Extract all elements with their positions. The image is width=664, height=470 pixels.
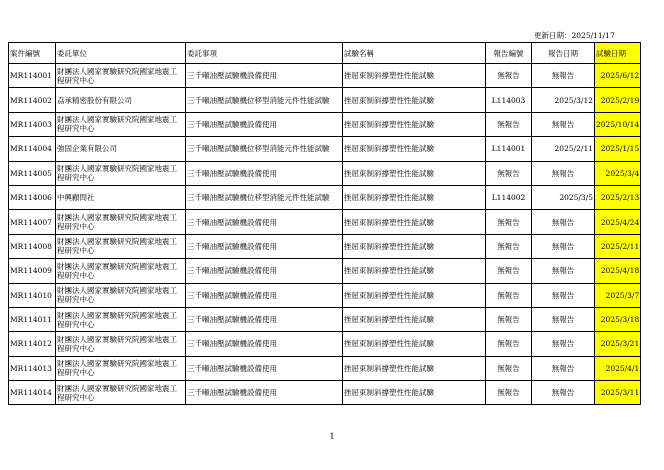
header-report-no: 報告編號 <box>486 43 532 64</box>
report-date-cell: 無報告 <box>532 307 595 331</box>
item-cell: 三千噸油壓試驗機設備使用 <box>186 64 343 88</box>
report-date-cell: 無報告 <box>532 64 595 88</box>
unit-cell: 劦承精密股份有限公司 <box>56 88 186 112</box>
unit-cell: 財團法人國家實驗研究院國家地震工程研究中心 <box>56 381 186 405</box>
unit-cell: 財團法人國家實驗研究院國家地震工程研究中心 <box>56 64 186 88</box>
report-no-cell: 無報告 <box>486 64 532 88</box>
unit-cell: 財團法人國家實驗研究院國家地震工程研究中心 <box>56 112 186 136</box>
report-no-cell: L114003 <box>486 88 532 112</box>
table-row <box>9 307 641 331</box>
unit-cell: 財團法人國家實驗研究院國家地震工程研究中心 <box>56 283 186 307</box>
header-test-date: 試驗日期 <box>595 43 641 64</box>
table-header-row <box>9 43 641 64</box>
unit-cell: 中興顧問社 <box>56 185 186 209</box>
case-no-cell: MR114008 <box>9 234 56 258</box>
report-no-cell: 無報告 <box>486 161 532 185</box>
test-date-cell: 2025/2/19 <box>595 88 641 112</box>
test-date-cell: 2025/3/11 <box>595 381 641 405</box>
report-date-cell: 無報告 <box>532 234 595 258</box>
report-no-cell: L114001 <box>486 137 532 161</box>
unit-cell: 財團法人國家實驗研究院國家地震工程研究中心 <box>56 259 186 283</box>
report-no-cell: 無報告 <box>486 332 532 356</box>
case-no-cell: MR114007 <box>9 210 56 234</box>
unit-cell: 財團法人國家實驗研究院國家地震工程研究中心 <box>56 210 186 234</box>
test-cell: 挫屈束制斜撐塑性性能試驗 <box>343 381 486 405</box>
report-date-cell: 無報告 <box>532 161 595 185</box>
test-date-cell: 2025/4/1 <box>595 356 641 380</box>
test-date-cell: 2025/6/12 <box>595 64 641 88</box>
table-row <box>9 356 641 380</box>
test-cell: 挫屈束制斜撐塑性性能試驗 <box>343 185 486 209</box>
item-cell: 三千噸油壓試驗機設備使用 <box>186 356 343 380</box>
test-cell: 挫屈束制斜撐塑性性能試驗 <box>343 64 486 88</box>
test-date-cell: 2025/3/4 <box>595 161 641 185</box>
table-row <box>9 283 641 307</box>
test-cell: 挫屈束制斜撐塑性性能試驗 <box>343 161 486 185</box>
item-cell: 三千噸油壓試驗機設備使用 <box>186 283 343 307</box>
table-row <box>9 259 641 283</box>
item-cell: 三千噸油壓試驗機設備使用 <box>186 234 343 258</box>
report-no-cell: 無報告 <box>486 210 532 234</box>
case-no-cell: MR114004 <box>9 137 56 161</box>
test-date-cell: 2025/3/18 <box>595 307 641 331</box>
test-cell: 挫屈束制斜撐塑性性能試驗 <box>343 234 486 258</box>
report-date-cell: 2025/3/12 <box>532 88 595 112</box>
unit-cell: 財團法人國家實驗研究院國家地震工程研究中心 <box>56 161 186 185</box>
item-cell: 三千噸油壓試驗機設備使用 <box>186 112 343 136</box>
header-unit: 委託單位 <box>56 43 186 64</box>
item-cell: 三千噸油壓試驗機設備使用 <box>186 210 343 234</box>
test-cell: 挫屈束制斜撐塑性性能試驗 <box>343 307 486 331</box>
report-date-cell: 無報告 <box>532 259 595 283</box>
case-no-cell: MR114005 <box>9 161 56 185</box>
report-date-cell: 2025/2/11 <box>532 137 595 161</box>
table-row <box>9 161 641 185</box>
table-row <box>9 381 641 405</box>
table-row <box>9 210 641 234</box>
test-date-cell: 2025/4/18 <box>595 259 641 283</box>
update-date: 更新日期：2025/11/17 <box>534 31 615 40</box>
report-date-cell: 無報告 <box>532 356 595 380</box>
table-row <box>9 88 641 112</box>
table-row <box>9 137 641 161</box>
report-no-cell: 無報告 <box>486 112 532 136</box>
table-row <box>9 234 641 258</box>
test-cell: 挫屈束制斜撐塑性性能試驗 <box>343 210 486 234</box>
case-no-cell: MR114014 <box>9 381 56 405</box>
test-cell: 挫屈束制斜撐塑性性能試驗 <box>343 88 486 112</box>
unit-cell: 財團法人國家實驗研究院國家地震工程研究中心 <box>56 356 186 380</box>
unit-cell: 財團法人國家實驗研究院國家地震工程研究中心 <box>56 307 186 331</box>
report-no-cell: 無報告 <box>486 307 532 331</box>
report-date-cell: 無報告 <box>532 210 595 234</box>
case-no-cell: MR114003 <box>9 112 56 136</box>
test-cell: 挫屈束制斜撐塑性性能試驗 <box>343 259 486 283</box>
report-date-cell: 無報告 <box>532 283 595 307</box>
test-date-cell: 2025/1/15 <box>595 137 641 161</box>
test-cell: 挫屈束制斜撐塑性性能試驗 <box>343 137 486 161</box>
report-no-cell: 無報告 <box>486 283 532 307</box>
report-date-cell: 無報告 <box>532 112 595 136</box>
table-row <box>9 112 641 136</box>
header-item: 委託事項 <box>186 43 343 64</box>
header-test: 試驗名稱 <box>343 43 486 64</box>
case-no-cell: MR114013 <box>9 356 56 380</box>
report-date-cell: 2025/3/5 <box>532 185 595 209</box>
table-row <box>9 64 641 88</box>
table-body <box>9 64 641 405</box>
report-no-cell: 無報告 <box>486 356 532 380</box>
item-cell: 三千噸油壓試驗機設備使用 <box>186 307 343 331</box>
test-date-cell: 2025/2/11 <box>595 234 641 258</box>
header-case-no: 案件編號 <box>9 43 56 64</box>
table-row <box>9 332 641 356</box>
test-date-cell: 2025/3/7 <box>595 283 641 307</box>
test-date-cell: 2025/2/13 <box>595 185 641 209</box>
item-cell: 三千噸油壓試驗機位移型消能元件性能試驗 <box>186 88 343 112</box>
test-date-cell: 2025/4/24 <box>595 210 641 234</box>
unit-cell: 強固企業有限公司 <box>56 137 186 161</box>
case-no-cell: MR114011 <box>9 307 56 331</box>
case-no-cell: MR114002 <box>9 88 56 112</box>
case-no-cell: MR114010 <box>9 283 56 307</box>
report-no-cell: 無報告 <box>486 381 532 405</box>
report-date-cell: 無報告 <box>532 332 595 356</box>
item-cell: 三千噸油壓試驗機設備使用 <box>186 332 343 356</box>
report-no-cell: L114002 <box>486 185 532 209</box>
table-row <box>9 185 641 209</box>
header-report-date: 報告日期 <box>532 43 595 64</box>
unit-cell: 財團法人國家實驗研究院國家地震工程研究中心 <box>56 234 186 258</box>
case-no-cell: MR114006 <box>9 185 56 209</box>
case-no-cell: MR114009 <box>9 259 56 283</box>
item-cell: 三千噸油壓試驗機位移型消能元件性能試驗 <box>186 185 343 209</box>
report-date-cell: 無報告 <box>532 381 595 405</box>
test-cell: 挫屈束制斜撐塑性性能試驗 <box>343 283 486 307</box>
test-cell: 挫屈束制斜撐塑性性能試驗 <box>343 356 486 380</box>
case-table <box>8 42 641 405</box>
test-cell: 挫屈束制斜撐塑性性能試驗 <box>343 332 486 356</box>
page-number: 1 <box>329 432 335 441</box>
item-cell: 三千噸油壓試驗機設備使用 <box>186 381 343 405</box>
unit-cell: 財團法人國家實驗研究院國家地震工程研究中心 <box>56 332 186 356</box>
report-no-cell: 無報告 <box>486 259 532 283</box>
report-no-cell: 無報告 <box>486 234 532 258</box>
case-no-cell: MR114001 <box>9 64 56 88</box>
test-cell: 挫屈束制斜撐塑性性能試驗 <box>343 112 486 136</box>
test-date-cell: 2025/10/14 <box>595 112 641 136</box>
item-cell: 三千噸油壓試驗機設備使用 <box>186 259 343 283</box>
test-date-cell: 2025/3/21 <box>595 332 641 356</box>
item-cell: 三千噸油壓試驗機位移型消能元件性能試驗 <box>186 137 343 161</box>
case-no-cell: MR114012 <box>9 332 56 356</box>
item-cell: 三千噸油壓試驗機設備使用 <box>186 161 343 185</box>
